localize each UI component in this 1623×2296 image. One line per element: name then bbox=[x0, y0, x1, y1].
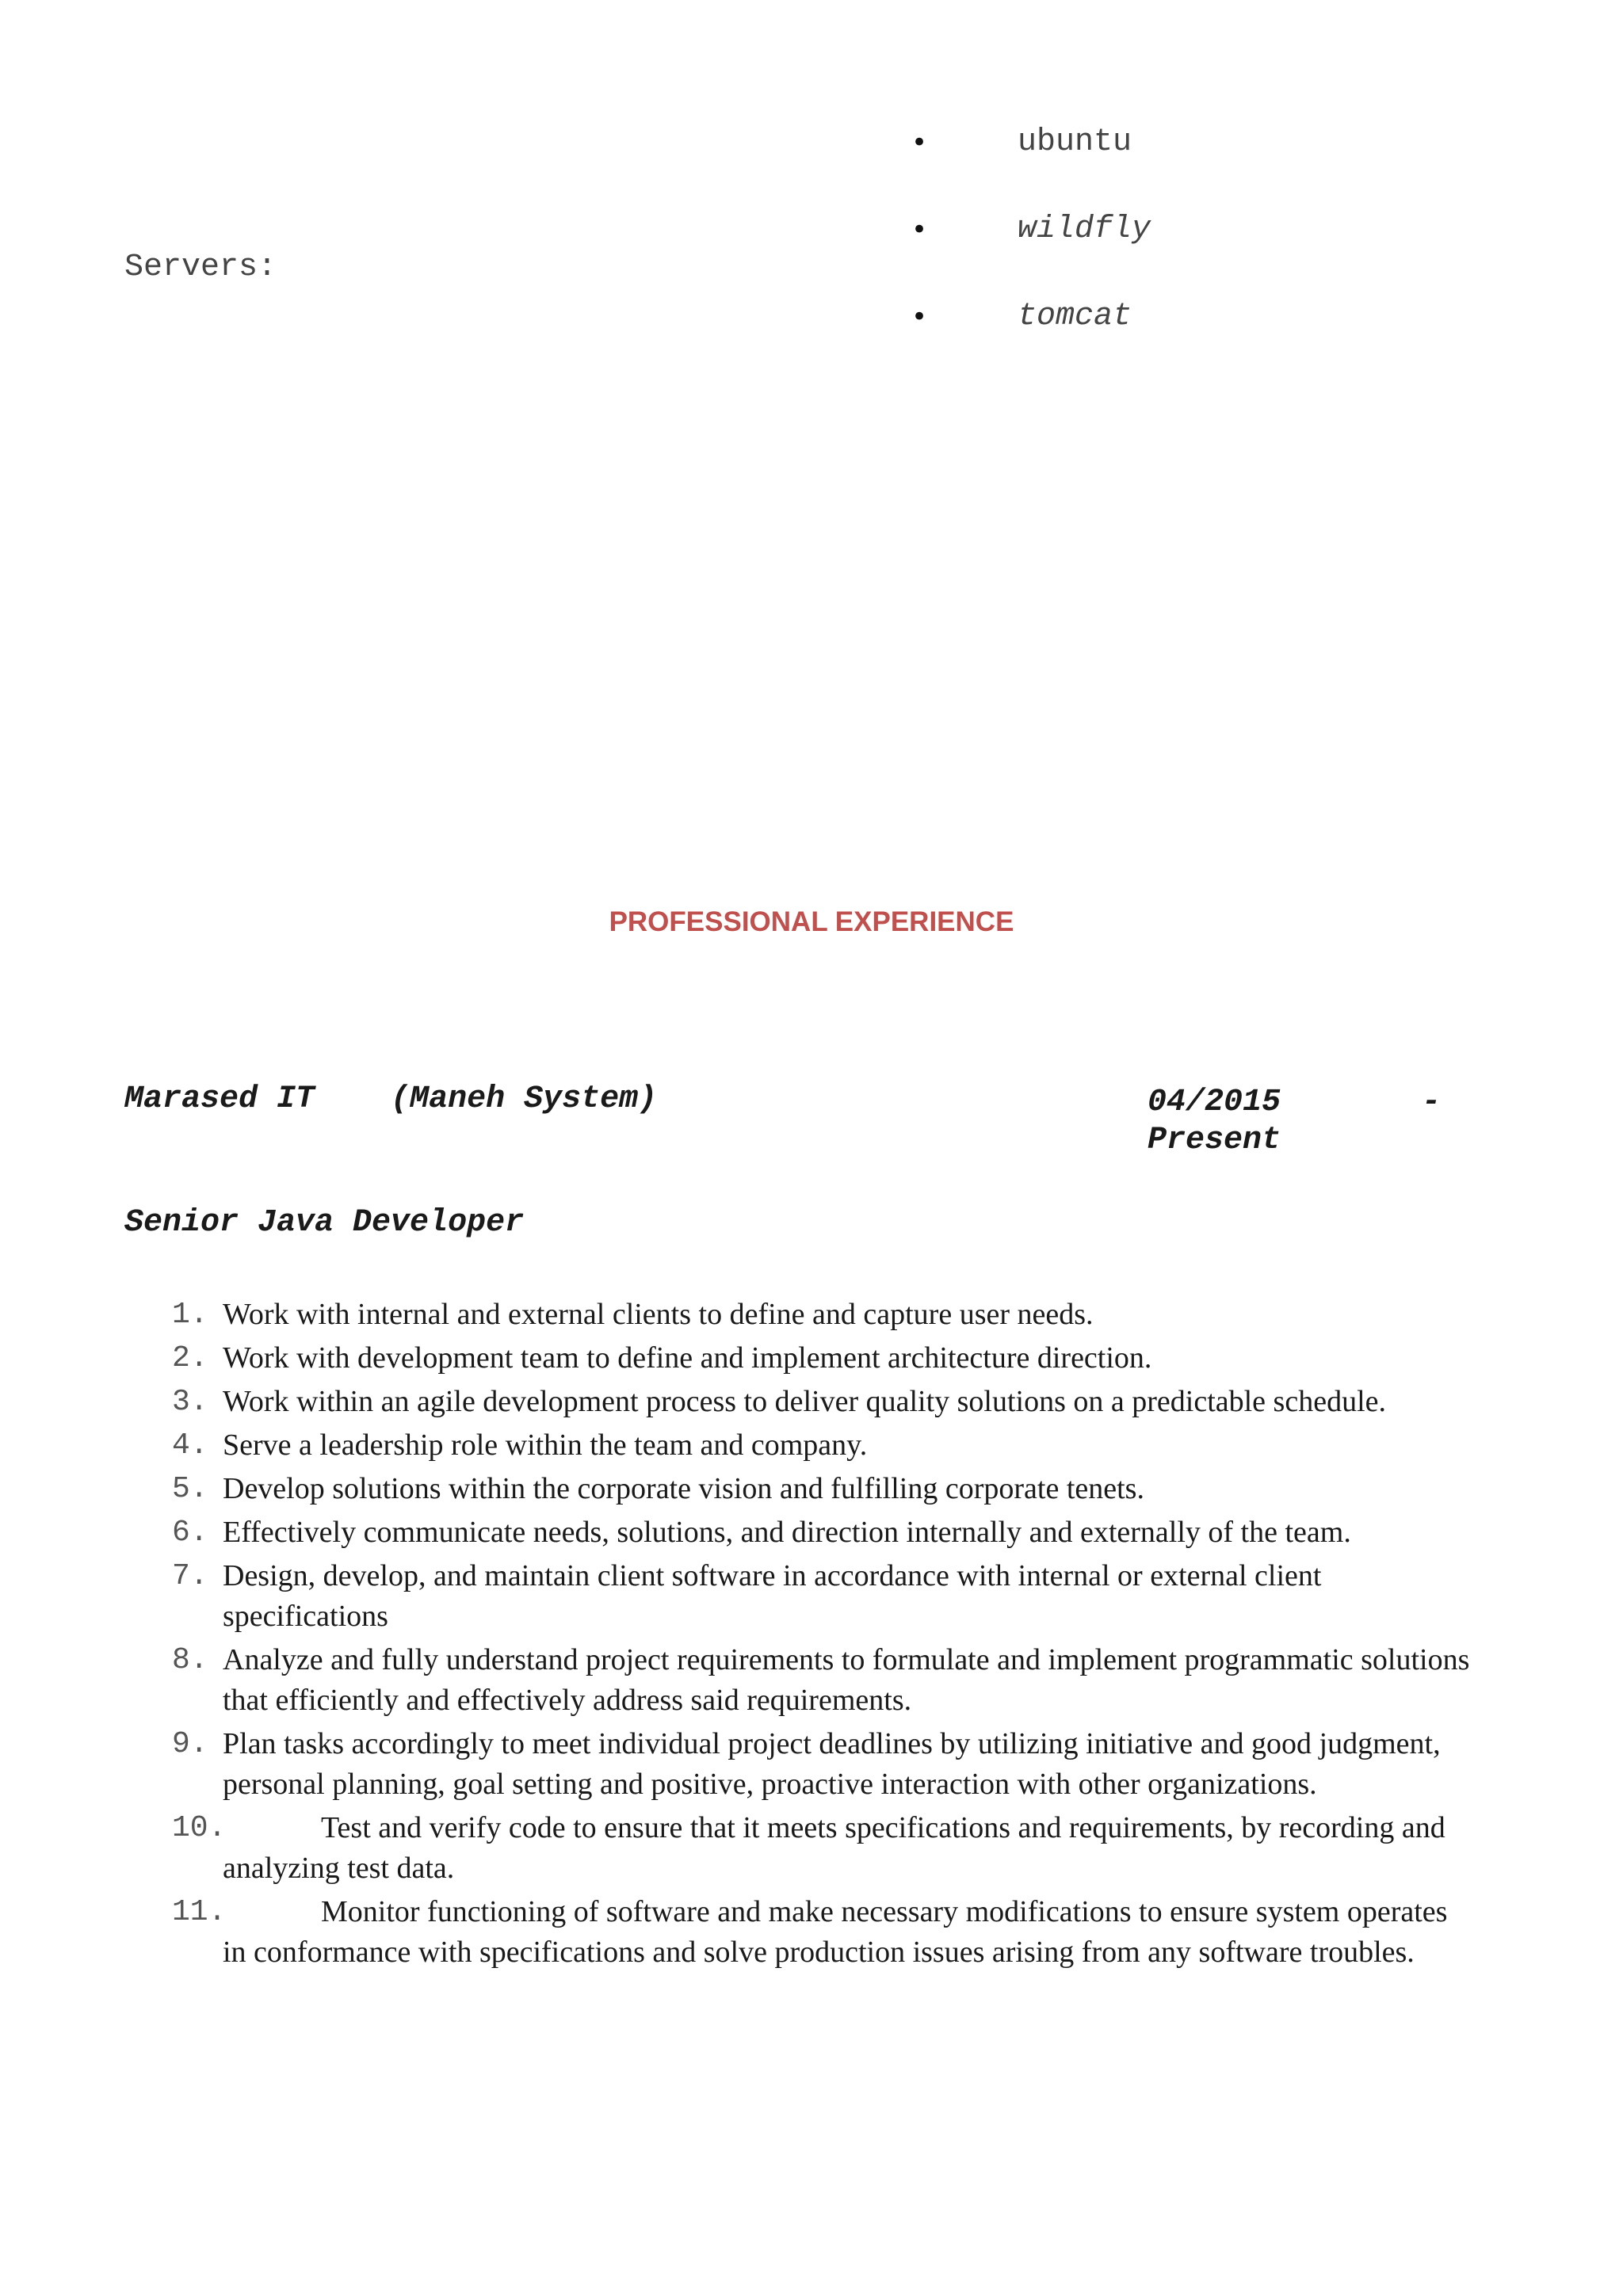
list-item bbox=[124, 1640, 1472, 1721]
list-number: 2. bbox=[172, 1341, 208, 1375]
job-start-date: 04/2015 bbox=[1148, 1085, 1281, 1120]
list-item bbox=[124, 1295, 1472, 1335]
list-item bbox=[124, 1892, 1472, 1973]
bullet-icon: • bbox=[911, 301, 928, 333]
duty-text: Develop solutions within the corporate vision and fulfilling corporate tenets. bbox=[223, 1472, 1144, 1505]
job-dates bbox=[1148, 1084, 1441, 1160]
duty-text: Work within an agile development process to deliver quality solutions on a predictable schedule. bbox=[223, 1385, 1386, 1418]
list-item bbox=[124, 1512, 1472, 1553]
list-number: 10. bbox=[172, 1811, 227, 1845]
duty-text: Effectively communicate needs, solutions, and direction internally and externally of the team. bbox=[223, 1516, 1351, 1549]
duty-text: Monitor functioning of software and make necessary modifications to ensure system operates in conformance with specifications and solve production issues arising from any software troubles. bbox=[223, 1895, 1448, 1969]
bullet-icon: • bbox=[911, 214, 928, 246]
list-item bbox=[124, 1338, 1472, 1379]
list-number: 1. bbox=[172, 1298, 208, 1332]
date-range-dash: - bbox=[1421, 1085, 1441, 1120]
duty-text: Work with internal and external clients to define and capture user needs. bbox=[223, 1298, 1094, 1331]
list-number: 3. bbox=[172, 1385, 208, 1419]
servers-label: Servers: bbox=[124, 250, 277, 285]
list-number: 11. bbox=[172, 1895, 227, 1929]
list-number: 9. bbox=[172, 1727, 208, 1761]
list-item bbox=[124, 1556, 1472, 1637]
server-name: wildfly bbox=[1018, 212, 1151, 247]
duty-text: Design, develop, and maintain client software in accordance with internal or external client specifications bbox=[223, 1559, 1322, 1633]
list-number: 7. bbox=[172, 1559, 208, 1593]
duty-text: Test and verify code to ensure that it meets specifications and requirements, by recording and analyzing test data. bbox=[223, 1811, 1445, 1885]
list-item bbox=[124, 1425, 1472, 1466]
list-item bbox=[124, 1724, 1472, 1805]
duties-list bbox=[124, 1295, 1472, 1976]
server-name: tomcat bbox=[1018, 299, 1132, 334]
list-item bbox=[124, 1808, 1472, 1889]
server-name: ubuntu bbox=[1018, 124, 1132, 160]
duty-text: Analyze and fully understand project requirements to formulate and implement programmatic solutions that efficiently and effectively address said requirements. bbox=[223, 1643, 1470, 1717]
list-number: 8. bbox=[172, 1643, 208, 1677]
bullet-icon: • bbox=[911, 127, 928, 158]
duty-text: Plan tasks accordingly to meet individual project deadlines by utilizing initiative and good judgment, personal planning, goal setting and positive, proactive interaction with other organizations. bbox=[223, 1727, 1441, 1801]
job-end-date: Present bbox=[1148, 1123, 1281, 1158]
duty-text: Work with development team to define and implement architecture direction. bbox=[223, 1341, 1152, 1375]
list-number: 5. bbox=[172, 1472, 208, 1506]
section-heading: PROFESSIONAL EXPERIENCE bbox=[609, 906, 1014, 937]
job-company: Marased IT (Maneh System) bbox=[124, 1081, 658, 1117]
list-item bbox=[124, 1469, 1472, 1509]
list-number: 6. bbox=[172, 1516, 208, 1550]
list-item bbox=[124, 1382, 1472, 1422]
list-number: 4. bbox=[172, 1428, 208, 1463]
job-title: Senior Java Developer bbox=[124, 1205, 525, 1241]
duty-text: Serve a leadership role within the team and company. bbox=[223, 1428, 868, 1462]
